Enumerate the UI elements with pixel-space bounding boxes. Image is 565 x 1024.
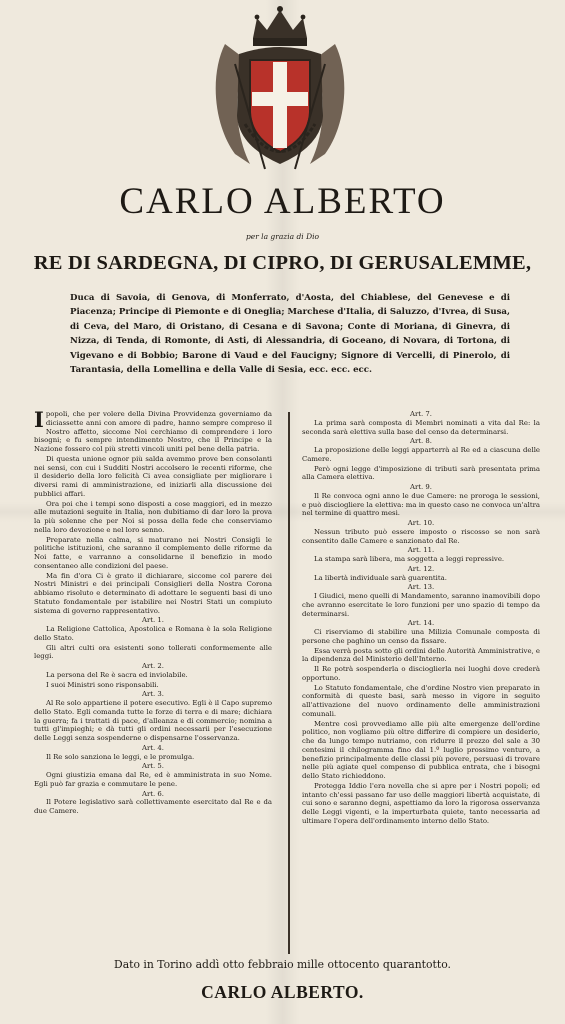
article-heading: Art. 8. [410, 437, 432, 446]
article-heading: Art. 13. [407, 583, 435, 592]
article-text: Al Re solo appartiene il potere esecutivo. Egli è il Capo supremo dello Stato. Egli comanda tutte le forze di terra e di mare; dichiara la guerra; fa i trattati di pace, d'alleanza e di commercio; nomina a tutti gl'impieghi; e dà tutti gli ordini necessarii per l'esecuzione delle Leggi senza sospenderne o dispensarne l'osservanza. [34, 699, 272, 742]
article-heading: Art. 4. [142, 743, 164, 752]
article-heading: Art. 3. [142, 690, 164, 699]
article-text: I suoi Ministri sono risponsabili. [46, 680, 159, 689]
grace-line: per la grazia di Dio [245, 232, 320, 241]
paragraph: Ora poi che i tempi sono disposti a cose maggiori, ed in mezzo alle mutazioni seguite in Italia, non dubitiamo di dar loro la prova la più solenne che per Noi si possa della fede che conserviamo nella loro devozione e nel loro senno. [34, 499, 272, 534]
article-heading: Art. 14. [407, 619, 435, 628]
dated-line: Dato in Torino addì otto febbraio mille ottocento quarantotto. [114, 958, 451, 971]
paragraph: Protegga Iddio l'era novella che si apre per i Nostri popoli; ed intanto ch'essi passano far uso delle maggiori libertà acquistate, di cui sono e saranno degni, aspettiamo da loro la rigorosa osservanza delle Leggi vigenti, e la imperturbata quiete, tanto necessaria ad ultimare l'opera dell'ordinamento interno dello Stato. [302, 781, 540, 825]
article-text: Nessun tributo può essere imposto o riscosso se non sarà consentito dalle Camere e sanzionato dal Re. [302, 527, 540, 545]
article-heading: Art. 10. [407, 519, 435, 527]
article-heading: Art. 7. [410, 410, 432, 418]
royal-titles: Duca di Savoia, di Genova, di Monferrato, d'Aosta, del Chiablese, del Genevese e di Piacenza; Principe di Piemonte e di Oneglia; Marchese d'Italia, di Saluzzo, d'Ivrea, di Susa, di Ceva, del Maro, di Oristano, di Cesana e di Savona; Conte di Moriana, di Ginevra, di Nizza, di Tenda, di Romonte, di Asti, di Alessandria, di Goceano, di Novara, di Tortona, di Vigevano e di Bobbio; Barone di Vaud e del Faucigny; Signore di Vercelli, di Pinerolo, di Tarantasia, della Lomellina e della Valle di Sesia, ecc. ecc. ecc. [70, 293, 510, 376]
royal-signature: CARLO ALBERTO. [201, 982, 364, 1002]
article-text: La proposizione delle leggi apparterrà al Re ed a ciascuna delle Camere. [302, 446, 540, 463]
article-text: Però ogni legge d'imposizione di tributi sarà presentata prima alla Camera elettiva. [302, 464, 540, 482]
article-heading: Art. 2. [142, 662, 164, 670]
article-heading: Art. 1. [142, 616, 164, 625]
proclamation-title: CARLO ALBERTO [119, 181, 446, 222]
article-text: La libertà individuale sarà guarentita. [314, 573, 447, 582]
article-text: Il Re potrà sospenderla o discioglierla nei luoghi dove crederà opportuno. [302, 665, 540, 682]
savoy-coat-of-arms-icon [205, 4, 355, 174]
article-text: La stampa sarà libera, ma soggetta a leggi repressive. [314, 555, 505, 563]
article-text: La Religione Cattolica, Apostolica e Romana è la sola Religione dello Stato. [34, 625, 272, 642]
article-text: I Giudici, meno quelli di Mandamento, saranno inamovibili dopo che avranno esercitate le loro funzioni per uno spazio di tempo da determinarsi. [302, 592, 540, 618]
paragraph: Mentre così provvediamo alle più alte emergenze dell'ordine politico, non vogliamo più oltre differire di compiere un desiderio, che da lungo tempo nutriamo, con ridurre il prezzo del sale a 30 centesimi il chilogramma fino dal 1.º luglio prossimo venturo, a benefizio principalmente delle classi più povere, persuasi di trovare nelle più agiate quel compenso di pubblica entrata, che i bisogni dello Stato richieddono. [302, 719, 540, 780]
intro-paragraph: Ipopoli, che per volere della Divina Provvidenza governiamo da diciassette anni con amore di padre, hanno sempre compreso il Nostro affetto, siccome Noi cerchiamo di comprendere i loro bisogni; e fu sempre intendimento Nostro, che il Principe e la Nazione fossero col più stretti vincoli uniti pel bene della patria. [34, 410, 272, 453]
paragraph: Di questa unione ognor più salda avemmo prove ben consolanti nei sensi, con cui i Sudditi Nostri accolsero le recenti riforme, che il desiderio della loro felicità Ci avea consigliate per migliorare i diversi rami di amministrazione, ed iniziarli alla discussione dei pubblici affari. [34, 454, 272, 498]
paragraph: Ma fin d'ora Ci è grato il dichiarare, siccome col parere dei Nostri Ministri e dei principali Consiglieri della Nostra Corona abbiamo risoluto e determinato di adottare le seguenti basi di uno Statuto fondamentale per istabilire nei Nostri Stati un compiuto sistema di governo rappresentativo. [34, 571, 272, 615]
kingdom-title: RE DI SARDEGNA, DI CIPRO, DI GERUSALEMME, [33, 252, 532, 274]
article-heading: Art. 9. [410, 483, 432, 491]
left-column [34, 410, 272, 958]
article-heading: Art. 5. [142, 762, 164, 771]
article-text: Ci riserviamo di stabilire una Milizia Comunale composta di persone che paghino un censo da fissare. [302, 628, 540, 645]
article-heading: Art. 12. [407, 564, 435, 573]
article-text: Il Re solo sanziona le leggi, e le promulga. [46, 752, 195, 761]
article-text: Ogni giustizia emana dal Re, ed è amministrata in suo Nome. Egli può far grazia e commutare le pene. [34, 771, 272, 788]
article-text: Il Potere legislativo sarà collettivamente esercitato dal Re e da due Camere. [34, 798, 272, 815]
article-text: Il Re convoca ogni anno le due Camere: ne proroga le sessioni, e può disciogliere la elettiva: ma in questo caso ne convoca un'altra nel termine di quattro mesi. [302, 491, 540, 518]
article-heading: Art. 11. [407, 546, 435, 555]
article-text: La persona del Re è sacra ed inviolabile. [46, 670, 188, 679]
paragraph: Lo Statuto fondamentale, che d'ordine Nostro vien preparato in conformità di queste basi, sarà messo in vigore in seguito all'attivazione del nuovo ordinamento delle amministrazioni comunali. [302, 683, 540, 718]
article-text: Gli altri culti ora esistenti sono tollerati conformemente alle leggi. [34, 643, 272, 661]
article-text: Essa verrà posta sotto gli ordini delle Autorità Amministrative, e la dipendenza del Ministerio dell'Interno. [302, 646, 540, 664]
right-column [302, 410, 540, 958]
article-text: La prima sarà composta di Membri nominati a vita dal Re: la seconda sarà elettiva sulla base del censo da determinarsi. [302, 418, 540, 436]
drop-cap: I [34, 410, 44, 432]
paragraph: Preparate nella calma, si maturano nei Nostri Consigli le politiche istituzioni, che saranno il complemento delle riforme da Noi fatte, e varranno a consolidarne il benefizio in modo consentaneo alle condizioni del paese. [34, 535, 272, 570]
article-heading: Art. 6. [142, 789, 164, 798]
column-divider [288, 412, 290, 954]
